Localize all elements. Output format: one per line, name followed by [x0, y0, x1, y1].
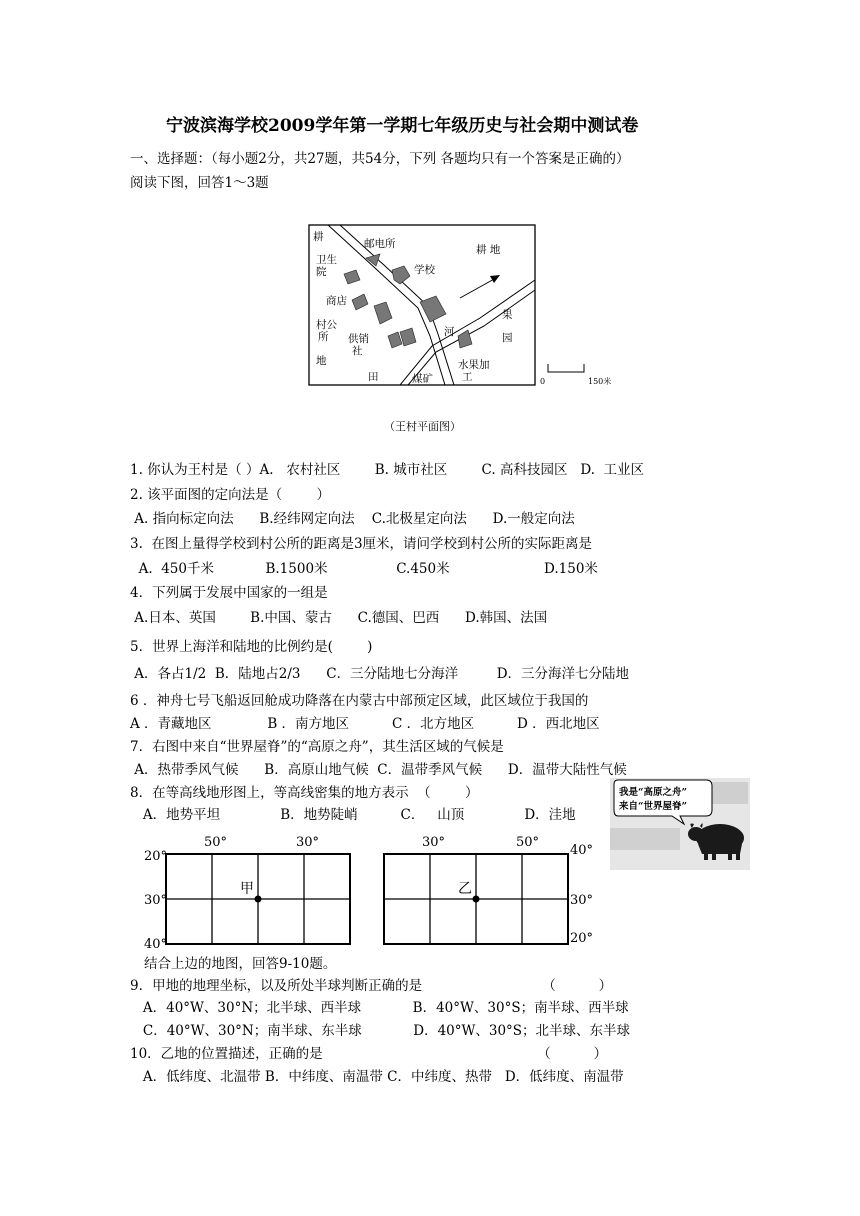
point-label: 甲 [240, 881, 254, 897]
grid-map-left [140, 830, 360, 950]
question-8-options: A．地势平坦 B．地势陡峭 C． 山顶 D．洼地 [130, 807, 576, 823]
question-9: 9．甲地的地理坐标，以及所处半球判断正确的是 （ ） [130, 978, 613, 994]
map-label: 社 [352, 345, 363, 357]
question-4: 4．下列属于发展中国家的一组是 [130, 585, 328, 601]
latitude-label: 20° [570, 931, 594, 946]
question-3-options: A. 450千米 B.1500米 C.450米 D.150米 [130, 561, 598, 577]
longitude-label: 30° [422, 835, 446, 850]
map-label: 地 [316, 355, 327, 367]
question-6-options: A ．青藏地区 B ．南方地区 C ．北方地区 D ．西北地区 [130, 716, 600, 732]
point-label: 乙 [458, 881, 472, 897]
map-caption: （王村平面图） [384, 420, 461, 433]
reading-instruction: 阅读下图，回答1～3题 [130, 175, 269, 191]
question-6: 6 ．神舟七号飞船返回舱成功降落在内蒙古中部预定区域，此区域位于我国的 [130, 693, 589, 709]
question-9-options-cd: C．40°W、30°N；南半球、东半球 D．40°W、30°S；北半球、东半球 [130, 1023, 631, 1039]
map-label: 煤矿 [412, 373, 433, 385]
page-title: 宁波滨海学校2009学年第一学期七年级历史与社会期中测试卷 [166, 116, 639, 136]
latitude-label: 40° [144, 937, 168, 950]
question-8: 8．在等高线地形图上，等高线密集的地方表示 （ ） [130, 785, 479, 801]
yak-picture [610, 778, 750, 870]
latitude-label: 30° [570, 893, 594, 908]
map-label: 工 [462, 371, 473, 383]
grid-map-right [376, 830, 600, 950]
map-label: 水果加 [458, 359, 490, 371]
latitude-label: 20° [144, 849, 168, 864]
question-9-options-ab: A．40°W、30°N；北半球、西半球 B．40°W、30°S；南半球、西半球 [130, 1000, 629, 1016]
question-5-options: A．各占1/2 B．陆地占2/3 C．三分陆地七分海洋 D．三分海洋七分陆地 [130, 666, 630, 682]
longitude-label: 50° [516, 835, 540, 850]
question-10-options: A．低纬度、北温带 B．中纬度、南温带 C．中纬度、热带 D．低纬度、南温带 [130, 1069, 624, 1085]
question-5: 5．世界上海洋和陆地的比例约是( ) [130, 639, 373, 655]
map-label: 卫生 [316, 254, 337, 266]
latitude-label: 40° [570, 843, 594, 858]
map-label: 所 [318, 331, 329, 343]
map-label: 园 [502, 332, 513, 344]
bubble-line-1: 我是“高原之舟” [619, 787, 687, 798]
bubble-line-2: 来自“世界屋脊” [619, 801, 687, 812]
latitude-label: 30° [144, 893, 168, 908]
map-label: 果 [502, 309, 513, 321]
question-4-options: A.日本、英国 B.中国、蒙古 C.德国、巴西 D.韩国、法国 [130, 610, 548, 626]
map-label: 商店 [326, 295, 347, 307]
map-label: 河 [444, 326, 455, 338]
question-10: 10．乙地的位置描述，正确的是 （ ） [130, 1046, 608, 1062]
scale-bar [548, 364, 584, 372]
question-2-options: A. 指向标定向法 B.经纬网定向法 C.北极星定向法 D.一般定向法 [130, 511, 575, 527]
map-label: 田 [368, 371, 379, 383]
section-heading: 一、选择题：（每小题2分，共27题，共54分，下列 各题均只有一个答案是正确的） [130, 151, 630, 167]
map-label: 学校 [414, 264, 435, 276]
map-label: 邮电所 [364, 238, 396, 250]
question-1: 1. 你认为王村是（ ）A. 农村社区 B. 城市社区 C. 高科技园区 D. 工业区 [130, 462, 645, 478]
village-map [300, 218, 640, 393]
scale-zero: 0 [540, 377, 546, 386]
question-7-options: A．热带季风气候 B．高原山地气候 C．温带季风气候 D．温带大陆性气候 [130, 762, 627, 778]
map-label: 耕 [313, 231, 324, 243]
map-label: 村公 [316, 319, 337, 331]
point-jia [255, 896, 262, 903]
map-label: 院 [316, 266, 327, 278]
scale-label: 150米 [588, 377, 612, 386]
combine-instruction: 结合上边的地图，回答9-10题。 [144, 956, 337, 972]
question-7: 7．右图中来自“世界屋脊”的“高原之舟”，其生活区域的气候是 [130, 739, 504, 755]
longitude-label: 30° [296, 835, 320, 850]
map-label: 供销 [348, 333, 369, 345]
question-3: 3. 在图上量得学校到村公所的距离是3厘米，请问学校到村公所的实际距离是 [130, 536, 593, 552]
map-label: 耕 地 [476, 244, 501, 256]
question-2: 2. 该平面图的定向法是（ ） [130, 487, 331, 503]
longitude-label: 50° [204, 835, 228, 850]
point-yi [473, 896, 480, 903]
